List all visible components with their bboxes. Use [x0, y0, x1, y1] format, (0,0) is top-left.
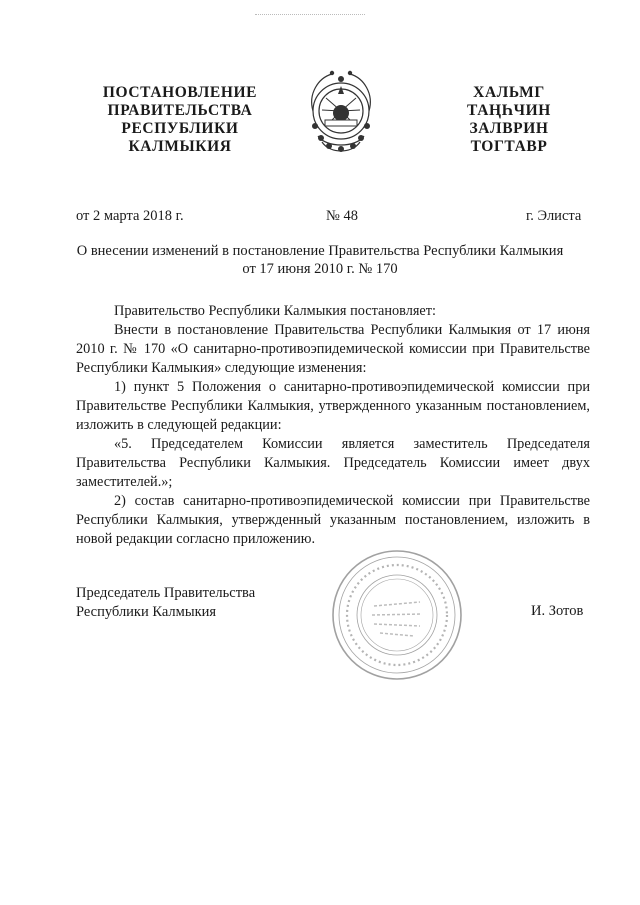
- signatory-position: [76, 584, 255, 622]
- header-russian-line: ПРАВИТЕЛЬСТВА: [107, 102, 253, 119]
- paragraph-item-2: 2) состав санитарно-противоэпидемической комиссии при Правительстве Республики Калмыкия, утвержденный указанным постановлением, изложить в новой редакции согласно приложению.: [76, 493, 590, 547]
- header-kalmyk-line: ЗАЛВРИН: [469, 120, 549, 137]
- paragraph-amendment: Внести в постановление Правительства Республики Калмыкия от 17 июня 2010 г. № 170 «О санитарно-противоэпидемической комиссии при Правительстве Республики Калмыкия» следующие изменения:: [76, 322, 590, 376]
- title-line: от 17 июня 2010 г. № 170: [242, 261, 398, 277]
- header-russian-line: РЕСПУБЛИКИ: [121, 120, 239, 137]
- scan-artifact: [255, 14, 365, 21]
- document-body: [76, 302, 590, 549]
- signatory-position-line: Председатель Правительства: [76, 585, 256, 601]
- official-seal-icon: [330, 548, 464, 682]
- document-date: от 2 марта 2018 г.: [76, 208, 184, 224]
- signatory-position-line: Республики Калмыкия: [76, 604, 217, 620]
- header-russian-line: КАЛМЫКИЯ: [128, 138, 232, 155]
- document-city: г. Элиста: [526, 208, 582, 224]
- paragraph-quote: «5. Председателем Комиссии является заместитель Председателя Правительства Республики Калмыкия. Председатель Комиссии имеет двух заместителей.»;: [76, 436, 590, 490]
- signatory-name: И. Зотов: [531, 603, 584, 619]
- header-kalmyk-line: ТАҢҺЧИН: [467, 102, 551, 119]
- header-kalmyk: [444, 84, 574, 156]
- header-russian-line: ПОСТАНОВЛЕНИЕ: [102, 84, 258, 101]
- kalmykia-coat-of-arms-icon: [298, 64, 384, 158]
- header-kalmyk-line: ХАЛЬМГ: [473, 84, 545, 101]
- document-number: № 48: [326, 208, 358, 224]
- document-title: [40, 242, 600, 278]
- title-line: О внесении изменений в постановление Правительства Республики Калмыкия: [76, 243, 564, 259]
- header-russian: [92, 84, 268, 156]
- paragraph-preamble: Правительство Республики Калмыкия постановляет:: [114, 303, 436, 319]
- header-kalmyk-line: ТОГТАВР: [470, 138, 548, 155]
- paragraph-item-1: 1) пункт 5 Положения о санитарно-противоэпидемической комиссии при Правительстве Республики Калмыкия, утвержденного указанным постановлением, изложить в следующей редакции:: [76, 379, 590, 433]
